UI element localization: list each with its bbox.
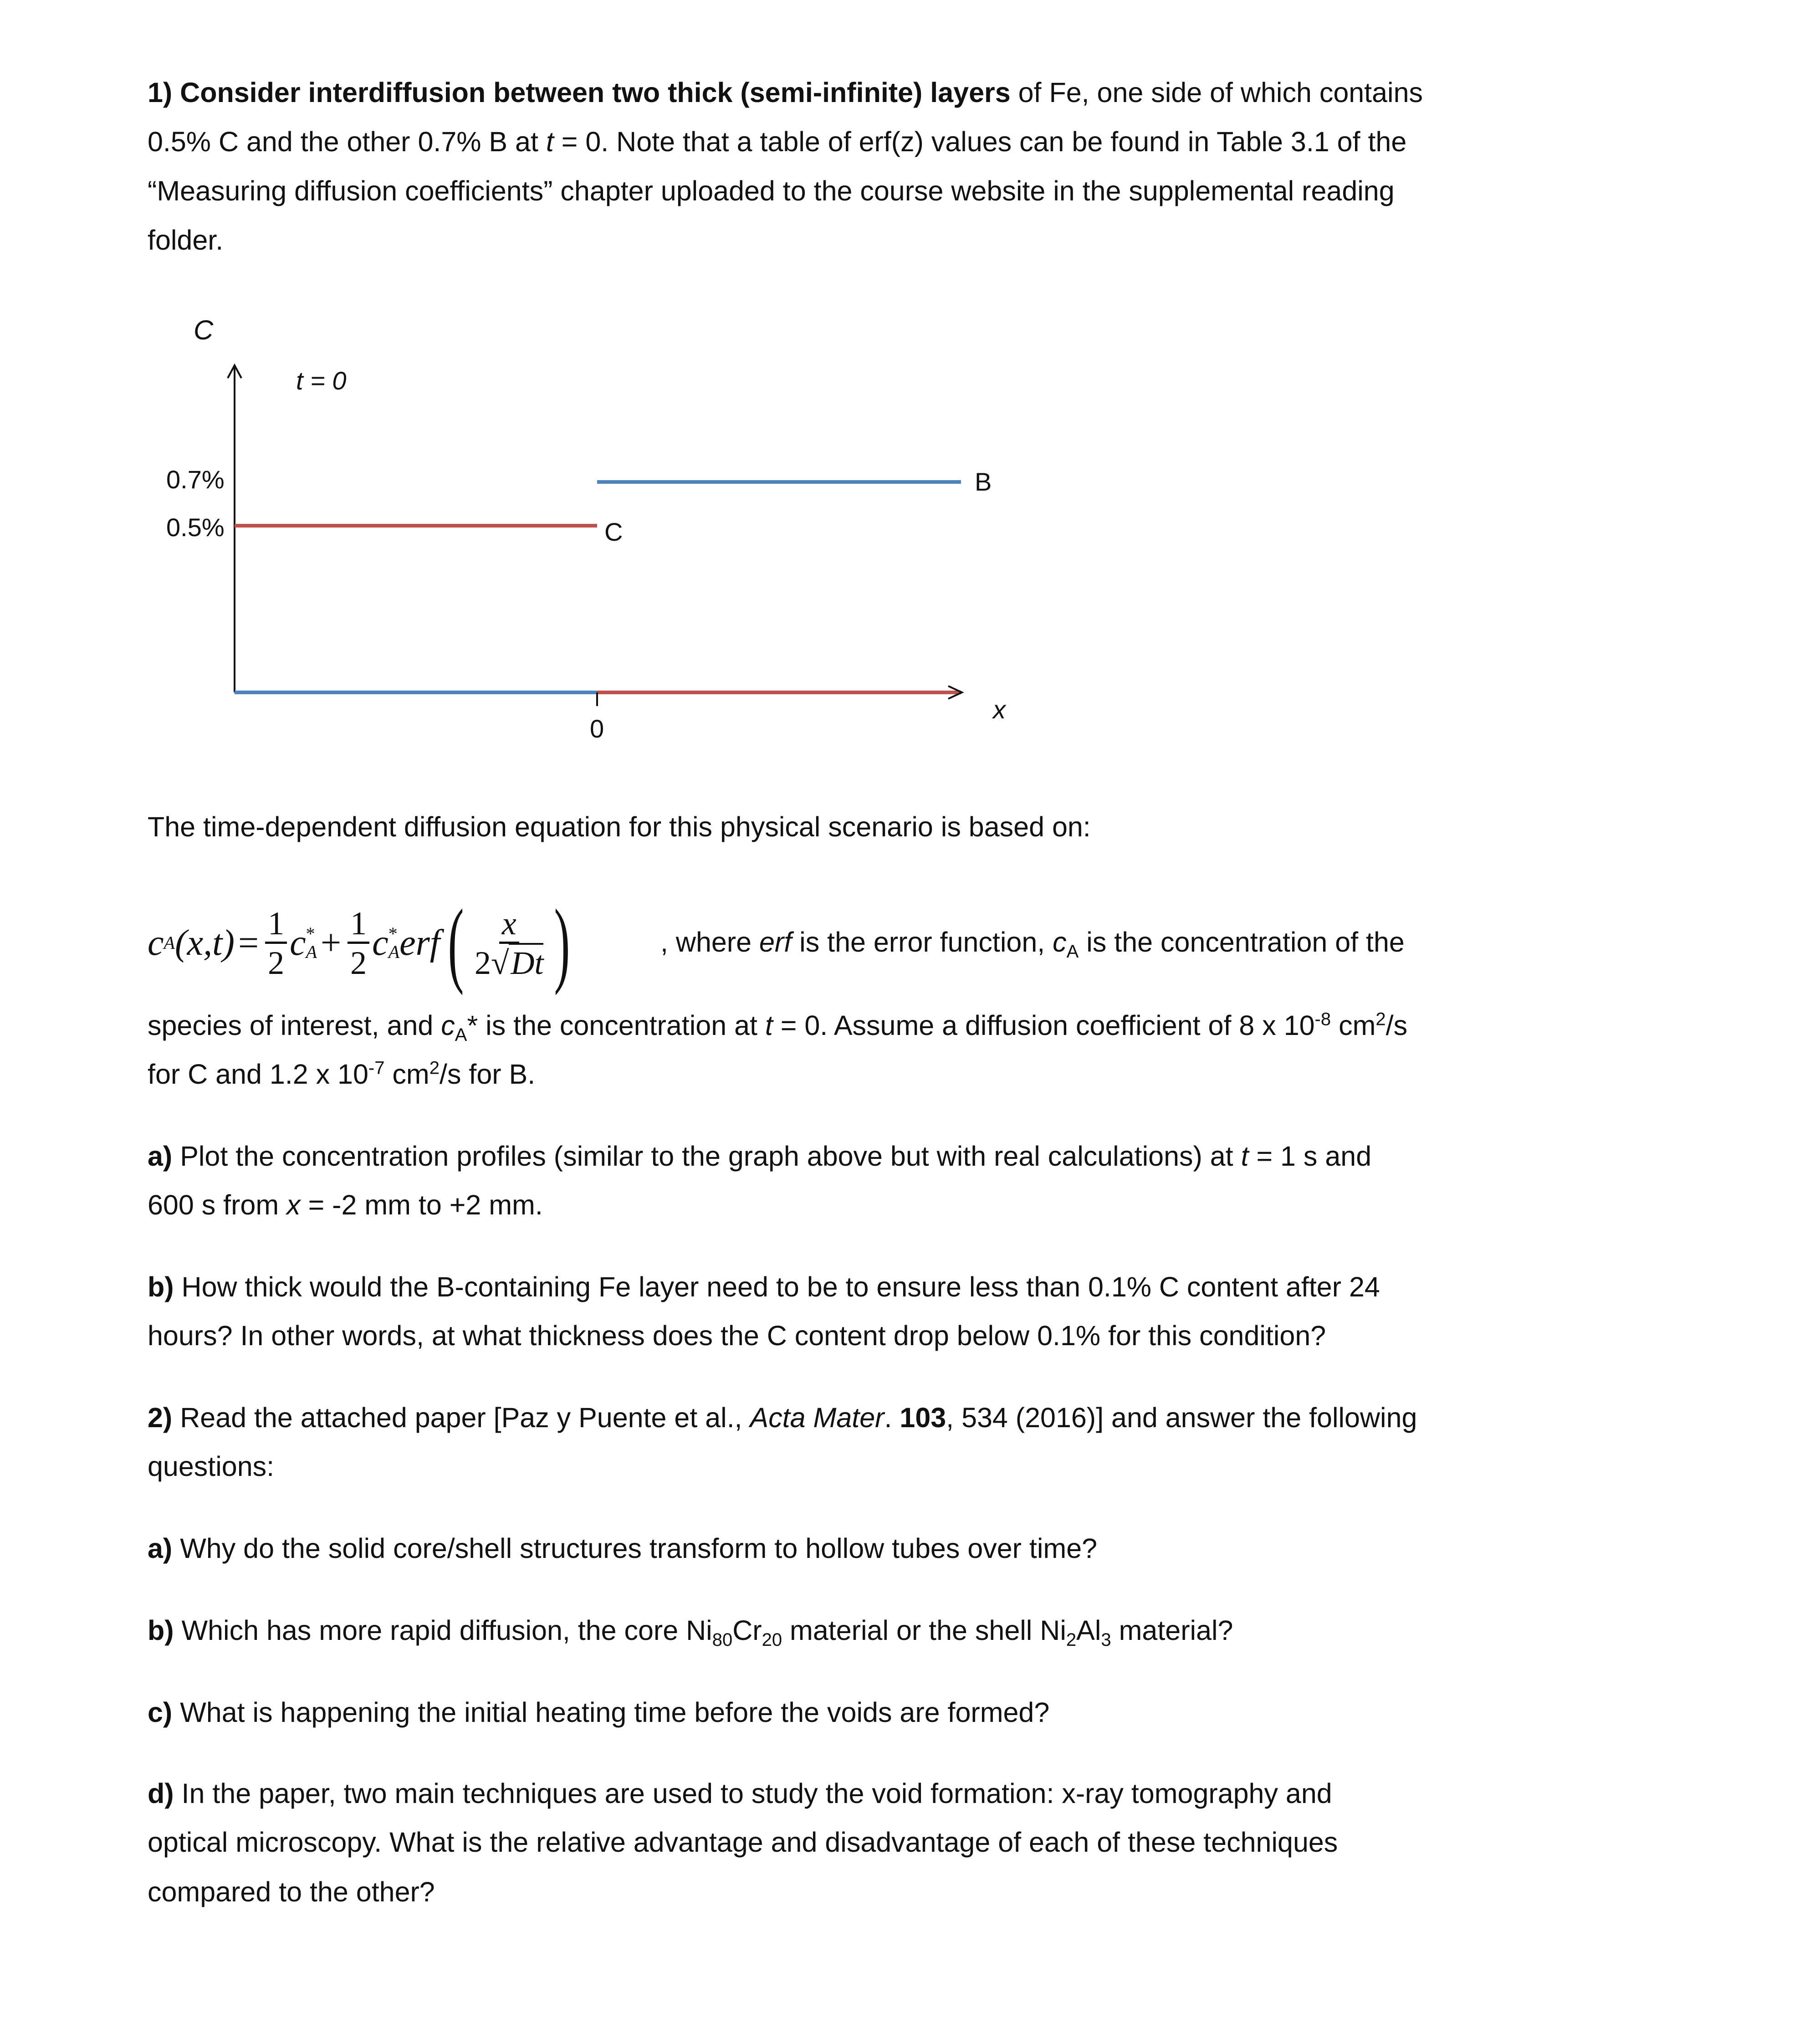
- eq-left-paren: (: [448, 890, 464, 996]
- text-segment: Why do the solid core/shell structures transform to hollow tubes over time?: [172, 1533, 1098, 1564]
- text-line: [148, 1262, 1380, 1311]
- eq-right-paren: ): [554, 890, 570, 996]
- text-segment: Al: [1076, 1615, 1101, 1646]
- text-segment: 2: [1066, 1630, 1077, 1650]
- carbon-label: C: [604, 517, 623, 546]
- text-segment: cm: [384, 1059, 429, 1090]
- text-segment: 103: [900, 1402, 946, 1433]
- text-line: [148, 1688, 1049, 1737]
- eq-arg-two: 2: [474, 944, 491, 981]
- eq-equals: =: [238, 922, 259, 963]
- text-segment: material or the shell Ni: [782, 1615, 1066, 1646]
- text-segment: t: [546, 126, 554, 157]
- text-segment: Which has more rapid diffusion, the core Ni: [174, 1615, 712, 1646]
- x-zero-label: 0: [590, 714, 604, 743]
- eq-args: (x,t): [174, 922, 235, 963]
- text-segment: t: [765, 1010, 773, 1041]
- text-segment: folder.: [148, 225, 224, 256]
- text-line: [148, 1132, 1371, 1181]
- text-line: [148, 802, 1091, 851]
- time-label: [296, 368, 347, 394]
- eq-plus: +: [321, 922, 342, 963]
- text-segment: Read the attached paper [Paz y Puente et al.,: [172, 1402, 750, 1433]
- text-segment: material?: [1111, 1615, 1233, 1646]
- text-line: [148, 1818, 1338, 1867]
- text-segment: optical microscopy. What is the relative advantage and disadvantage of each of these techniques: [148, 1827, 1338, 1858]
- text-line: [148, 1001, 1407, 1050]
- text-segment: A: [1066, 942, 1079, 962]
- y-axis-label: C: [194, 315, 214, 345]
- text-line: [148, 1867, 435, 1916]
- tick-label-0.7: 0.7%: [166, 465, 225, 494]
- text-segment: /s: [1385, 1010, 1408, 1041]
- eq-arg-root: Dt: [509, 943, 543, 981]
- text-segment: t: [1241, 1141, 1249, 1172]
- text-segment: 1) Consider interdiffusion between two thick (semi-infinite) layers: [148, 77, 1011, 108]
- boron-label: B: [975, 467, 992, 496]
- text-segment: d): [148, 1778, 174, 1809]
- text-segment: b): [148, 1615, 174, 1646]
- text-segment: c: [1053, 927, 1067, 958]
- text-segment: is the concentration of the: [1079, 927, 1405, 958]
- text-segment: 600 s from: [148, 1189, 287, 1220]
- text-segment: What is happening the initial heating time before the voids are formed?: [172, 1697, 1050, 1728]
- eq-half-2: [348, 907, 369, 979]
- equation-tail: [660, 917, 1405, 967]
- text-segment: b): [148, 1271, 174, 1302]
- text-segment: = 1 s and: [1248, 1141, 1372, 1172]
- text-segment: 0.5% C and the other 0.7% B at: [148, 126, 546, 157]
- text-line: [148, 1606, 1233, 1655]
- text-segment: /s for B.: [440, 1059, 536, 1090]
- text-segment: a): [148, 1141, 173, 1172]
- text-segment: How thick would the B-containing Fe layer need to be to ensure less than 0.1% C content after 24: [174, 1271, 1380, 1302]
- tick-label-0.5: 0.5%: [166, 513, 225, 542]
- text-segment: questions:: [148, 1451, 275, 1482]
- time-label-text: t = 0: [296, 366, 347, 395]
- text-segment: erf: [759, 927, 792, 958]
- text-segment: In the paper, two main techniques are used to study the void formation: x-ray tomography and: [174, 1778, 1332, 1809]
- text-segment: -8: [1314, 1009, 1331, 1029]
- diffusion-equation: c A (x,t) = $\frac{1}{2}$ c * A + $\frac{1}{2}$ c * A erf ( $\frac{x}{2√Dt}$ ): [148, 890, 570, 996]
- text-segment: -7: [368, 1058, 385, 1078]
- eq-c-star: c: [290, 922, 306, 963]
- text-line: [148, 1311, 1326, 1360]
- text-segment: c: [441, 1010, 455, 1041]
- text-segment: 3: [1101, 1630, 1111, 1650]
- eq-num: 1: [348, 907, 369, 944]
- eq-half-1: [265, 907, 287, 979]
- text-segment: 20: [762, 1630, 782, 1650]
- text-segment: Plot the concentration profiles (similar to the graph above but with real calculations) at: [172, 1141, 1241, 1172]
- text-segment: c): [148, 1697, 173, 1728]
- eq-c: c: [148, 922, 164, 963]
- x-axis-label: x: [993, 695, 1006, 724]
- eq-sub: A: [388, 942, 400, 962]
- diagram-axes: [0, 0, 1093, 774]
- text-segment: , 534 (2016)] and answer the following: [946, 1402, 1417, 1433]
- text-segment: for C and 1.2 x 10: [148, 1059, 368, 1090]
- text-line: [148, 1524, 1097, 1573]
- text-line: [148, 1050, 535, 1099]
- text-segment: 2: [429, 1058, 440, 1078]
- text-segment: hours? In other words, at what thickness does the C content drop below 0.1% for this condition?: [148, 1320, 1326, 1351]
- eq-den: 2: [268, 944, 285, 981]
- text-segment: species of interest, and: [148, 1010, 441, 1041]
- text-segment: cm: [1331, 1010, 1376, 1041]
- text-segment: x: [286, 1189, 301, 1220]
- eq-sub: A: [306, 942, 317, 962]
- text-line: [148, 1442, 274, 1491]
- eq-c-star-2: c: [372, 922, 389, 963]
- text-line: [148, 1769, 1332, 1818]
- text-segment: “Measuring diffusion coefficients” chapter uploaded to the course website in the supplemental reading: [148, 175, 1395, 206]
- text-segment: of Fe, one side of which contains: [1010, 77, 1423, 108]
- text-segment: = -2 mm to +2 mm.: [300, 1189, 543, 1220]
- text-segment: 80: [712, 1630, 733, 1650]
- text-segment: Acta Mater: [750, 1402, 884, 1433]
- text-segment: = 0. Assume a diffusion coefficient of 8 x 10: [772, 1010, 1315, 1041]
- text-segment: Cr: [732, 1615, 762, 1646]
- text-segment: The time-dependent diffusion equation for this physical scenario is based on:: [148, 811, 1091, 842]
- text-segment: 2: [1375, 1009, 1386, 1029]
- text-line: [148, 1393, 1417, 1442]
- eq-den: 2: [350, 944, 367, 981]
- eq-star: *: [306, 923, 315, 944]
- text-segment: = 0. Note that a table of erf(z) values can be found in Table 3.1 of the: [553, 126, 1407, 157]
- text-segment: .: [884, 1402, 900, 1433]
- text-segment: 2): [148, 1402, 173, 1433]
- eq-arg-num: x: [499, 907, 519, 944]
- text-segment: is the error function,: [792, 927, 1053, 958]
- text-segment: a): [148, 1533, 173, 1564]
- text-segment: * is the concentration at: [467, 1010, 765, 1041]
- text-segment: compared to the other?: [148, 1876, 435, 1907]
- text-segment: , where: [660, 927, 759, 958]
- text-line: [148, 1180, 543, 1229]
- eq-erf: erf: [399, 922, 440, 963]
- eq-erf-argument: $\frac{x}{2√Dt}$: [474, 905, 544, 981]
- text-segment: A: [455, 1025, 467, 1045]
- eq-num: 1: [265, 907, 287, 944]
- eq-star: *: [388, 923, 398, 944]
